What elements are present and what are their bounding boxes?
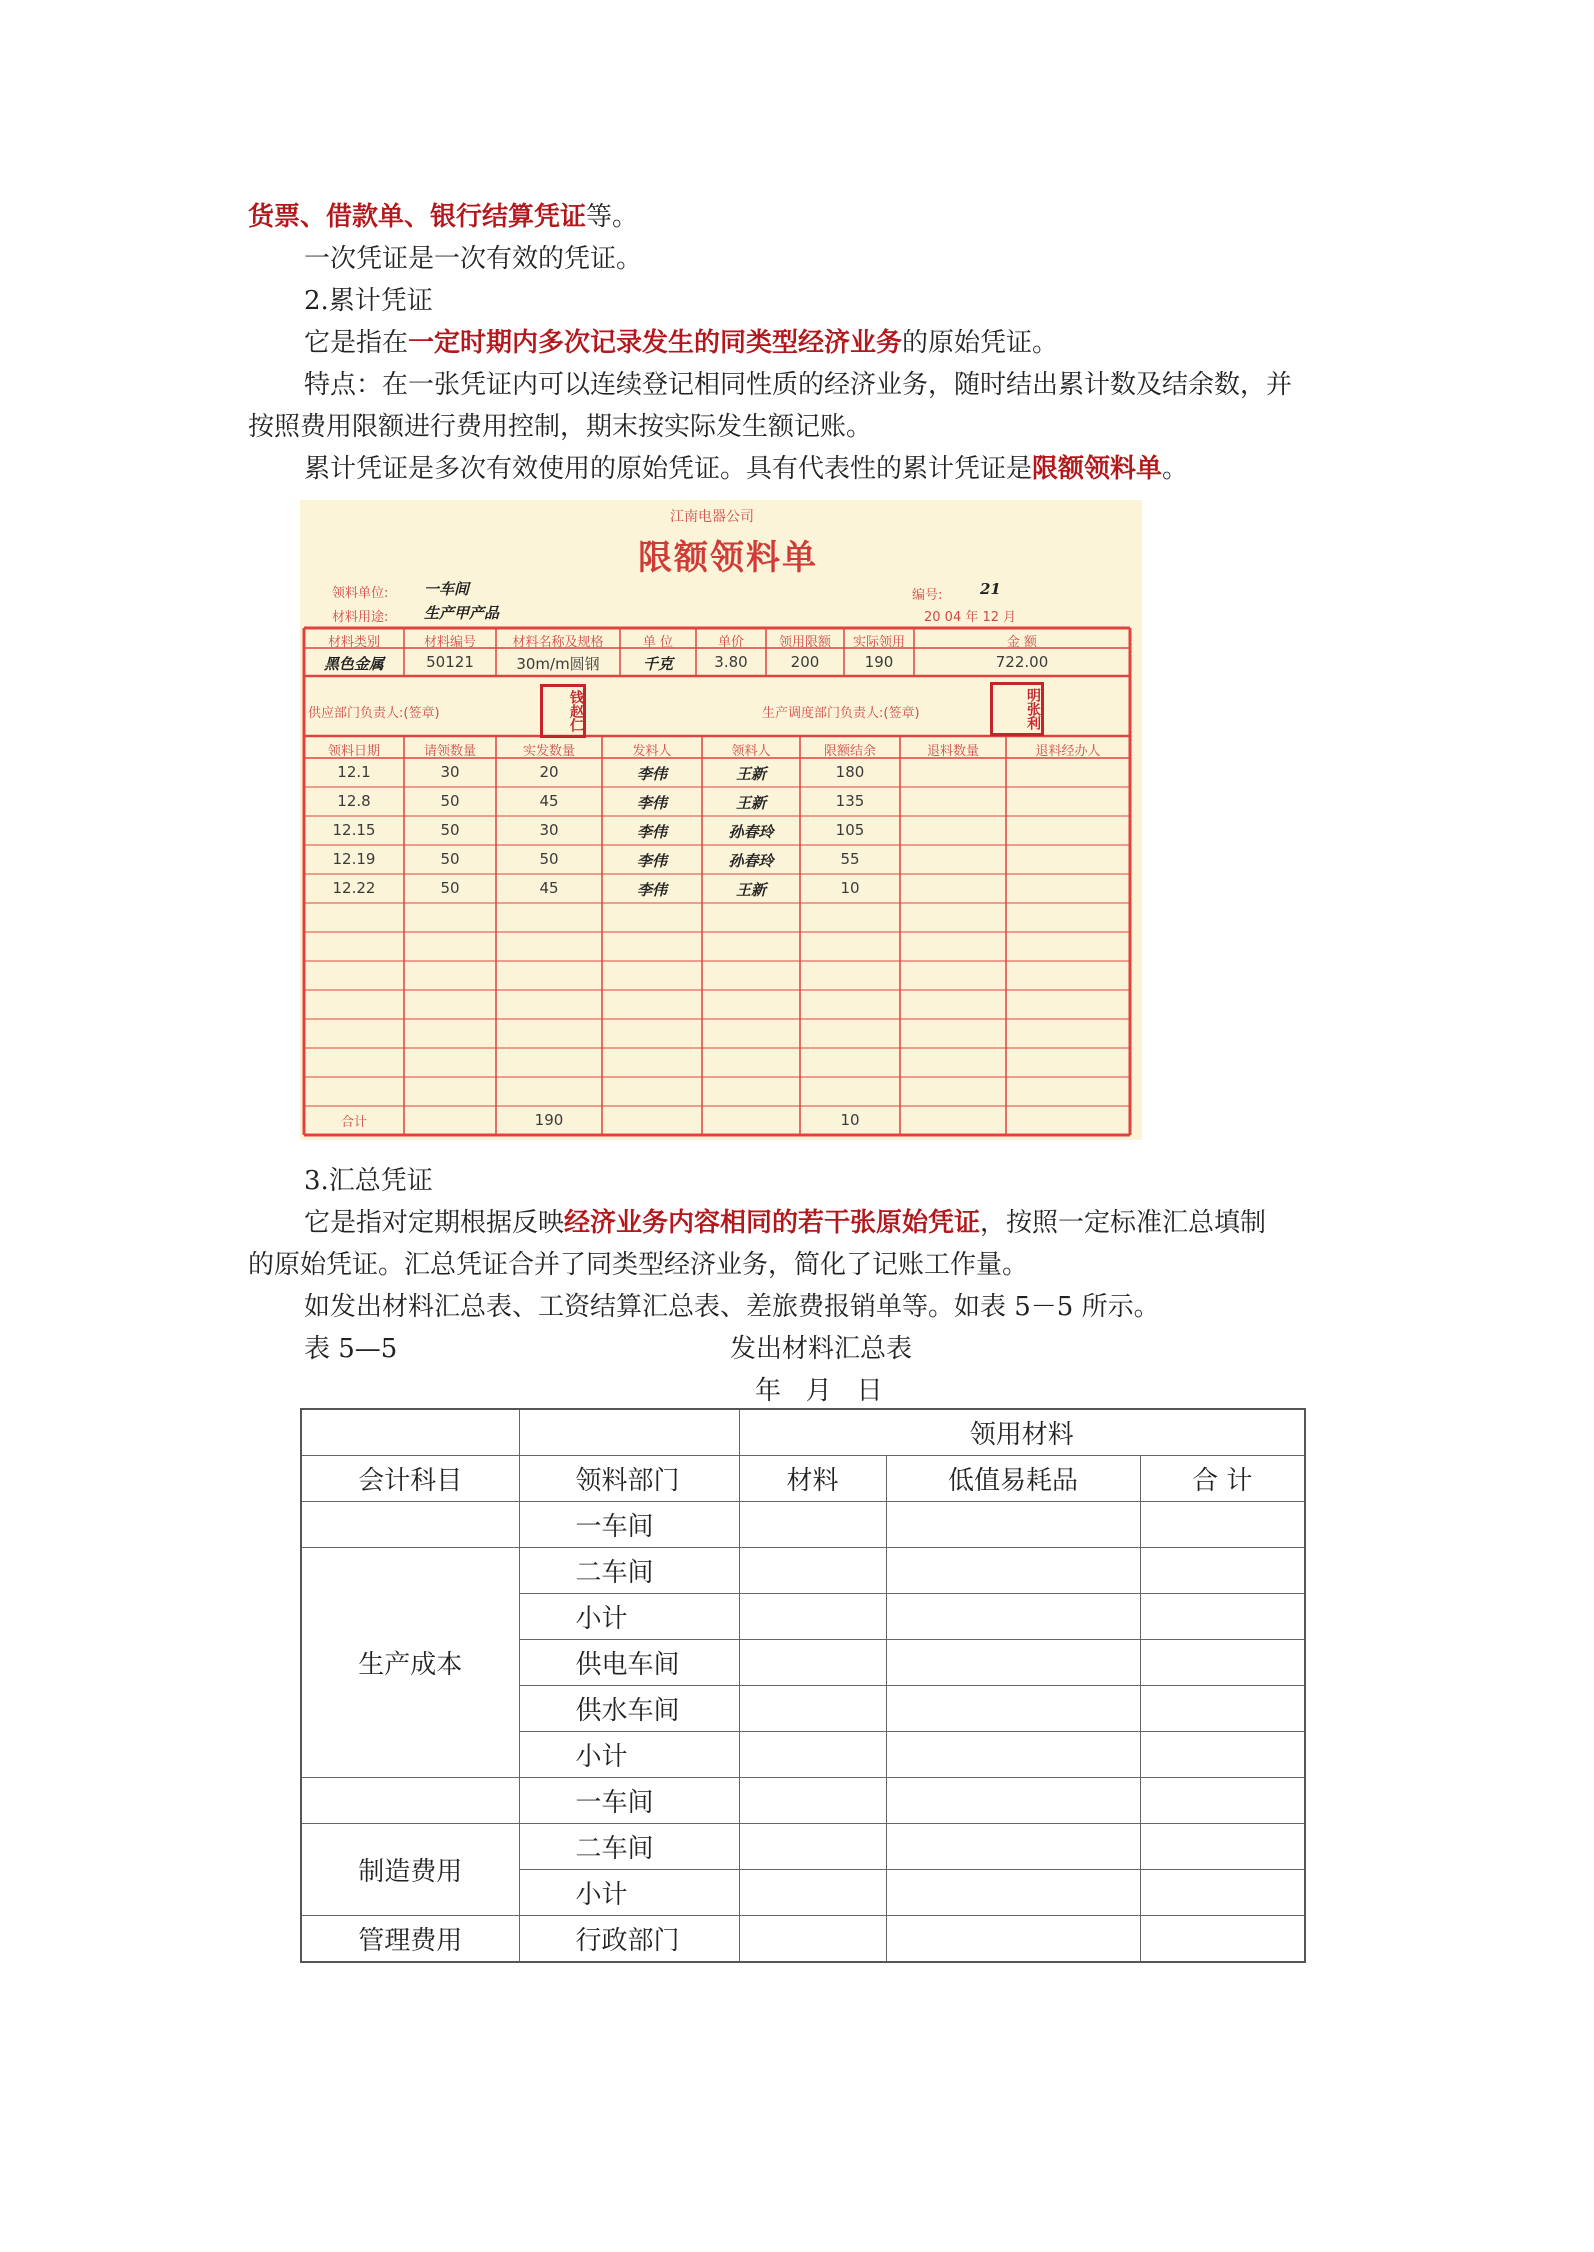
form-record-header-cell: 领料人	[731, 744, 771, 759]
dept-cell: 行政部门	[519, 1916, 739, 1963]
table-header-row	[301, 1456, 1305, 1502]
form-header-cell: 材料名称及规格	[512, 635, 604, 650]
form-grid	[300, 500, 1142, 1140]
form-header-cell: 单 位	[642, 635, 674, 650]
paragraph-3-heading: 2.累计凭证	[304, 286, 433, 316]
header-used-materials: 领用材料	[739, 1409, 1305, 1456]
form-record-cell: 孙春玲	[728, 852, 774, 870]
form-record-cell: 50	[539, 850, 559, 868]
subject-cell-manufacturing-overhead: 制造费用	[301, 1824, 519, 1916]
form-material-cell: 千克	[642, 655, 673, 673]
paragraph-5: 特点：在一张凭证内可以连续登记相同性质的经济业务，随时结出累计数及结余数，并	[304, 370, 1293, 400]
form-record-cell: 30	[440, 763, 460, 781]
form-record-cell: 李伟	[636, 881, 667, 899]
header-dept: 领料部门	[519, 1456, 739, 1502]
form-record-cell: 45	[539, 792, 559, 810]
red-seal-stamp-left: 钱赵仁	[540, 684, 586, 738]
form-record-cell: 10	[840, 879, 860, 897]
paragraph-11: 如发出材料汇总表、工资结算汇总表、差旅费报销单等。如表 5－5 所示。	[304, 1292, 1160, 1322]
dept-cell: 一车间	[519, 1502, 739, 1548]
table-cell	[739, 1548, 886, 1594]
form-record-cell: 45	[539, 879, 559, 897]
form-supply-label: 供应部门负责人:(签章)	[308, 706, 440, 721]
table-cell	[886, 1594, 1140, 1640]
table-cell	[301, 1502, 519, 1548]
form-header-cell: 材料编号	[423, 635, 476, 650]
form-record-cell: 50	[440, 792, 460, 810]
form-record-cell: 李伟	[636, 765, 667, 783]
form-no-label: 编号:	[912, 588, 943, 603]
form-record-header-cell: 退料数量	[926, 744, 979, 759]
form-record-cell: 180	[835, 763, 865, 781]
form-total-label: 合计	[340, 1115, 367, 1130]
form-record-cell: 12.8	[337, 792, 371, 810]
form-record-cell: 105	[835, 821, 865, 839]
table-cell	[1140, 1594, 1305, 1640]
form-record-header-cell: 限额结余	[823, 744, 876, 759]
material-issue-summary-table	[300, 1408, 1306, 1963]
form-record-cell: 孙春玲	[728, 823, 774, 841]
table-cell	[1140, 1502, 1305, 1548]
dept-cell: 供水车间	[519, 1686, 739, 1732]
form-record-cell: 王新	[735, 794, 766, 812]
table-cell	[739, 1916, 886, 1963]
table-cell	[886, 1686, 1140, 1732]
table-row	[301, 1778, 1305, 1824]
table-cell	[886, 1916, 1140, 1963]
table-cell	[739, 1778, 886, 1824]
table-row	[301, 1548, 1305, 1594]
form-record-cell: 30	[539, 821, 559, 839]
dept-cell: 小计	[519, 1870, 739, 1916]
form-record-cell: 135	[835, 792, 865, 810]
form-header-cell: 实际领用	[852, 635, 905, 650]
form-record-cell: 50	[440, 850, 460, 868]
table-row	[301, 1824, 1305, 1870]
form-record-header-cell: 发料人	[632, 744, 672, 759]
red-seal-stamp-right: 明张利	[990, 682, 1044, 736]
table-cell	[739, 1732, 886, 1778]
text: 累计凭证是多次有效使用的原始凭证。具有代表性的累计凭证是	[304, 454, 1033, 484]
form-unit-value: 一车间	[424, 580, 470, 598]
form-material-cell: 3.80	[714, 653, 748, 671]
text: 等。	[586, 202, 639, 232]
form-material-cell: 190	[864, 653, 894, 671]
dept-cell: 小计	[519, 1594, 739, 1640]
form-record-header-cell: 实发数量	[522, 744, 575, 759]
dept-cell: 一车间	[519, 1778, 739, 1824]
form-total-actual: 190	[534, 1111, 564, 1129]
paragraph-10: 的原始凭证。汇总凭证合并了同类型经济业务，简化了记账工作量。	[248, 1250, 1029, 1280]
table-cell	[301, 1778, 519, 1824]
form-record-cell: 12.22	[332, 879, 376, 897]
table-cell	[1140, 1732, 1305, 1778]
form-plan-label: 生产调度部门负责人:(签章)	[762, 706, 920, 721]
table-cell	[886, 1640, 1140, 1686]
table-cell	[1140, 1916, 1305, 1963]
form-material-cell: 722.00	[995, 653, 1049, 671]
form-record-cell: 李伟	[636, 794, 667, 812]
table-row	[301, 1502, 1305, 1548]
form-title: 限额领料单	[638, 538, 818, 578]
table-cell	[739, 1640, 886, 1686]
form-material-cell: 30m/m圆钢	[516, 655, 600, 673]
table-cell	[886, 1548, 1140, 1594]
form-total-balance: 10	[840, 1111, 860, 1129]
table-cell	[886, 1824, 1140, 1870]
table-cell	[1140, 1640, 1305, 1686]
form-material-cell: 200	[790, 653, 820, 671]
red-text: 货票、借款单、银行结算凭证	[248, 202, 587, 232]
text: 。	[1162, 454, 1189, 484]
paragraph-7	[248, 448, 1358, 490]
table-cell	[739, 1594, 886, 1640]
form-record-cell: 12.19	[332, 850, 376, 868]
paragraph-8-heading: 3.汇总凭证	[304, 1166, 433, 1196]
table-cell	[1140, 1824, 1305, 1870]
form-material-cell: 50121	[426, 653, 474, 671]
table-cell	[1140, 1548, 1305, 1594]
table-cell	[886, 1778, 1140, 1824]
form-record-cell: 50	[440, 821, 460, 839]
table-row	[301, 1916, 1305, 1963]
form-header-cell: 金 额	[1006, 635, 1038, 650]
header-material: 材料	[739, 1456, 886, 1502]
text: 它是指在	[304, 328, 409, 358]
form-company: 江南电器公司	[670, 509, 754, 525]
form-record-header-cell: 请领数量	[423, 744, 476, 759]
text: ，按照一定标准汇总填制	[980, 1208, 1267, 1238]
form-record-cell: 李伟	[636, 823, 667, 841]
form-header-cell: 材料类别	[327, 635, 380, 650]
form-record-header-cell: 退料经办人	[1035, 744, 1101, 759]
limit-requisition-form-image	[300, 500, 1142, 1140]
table-cell	[886, 1502, 1140, 1548]
text: 的原始凭证。	[902, 328, 1059, 358]
dept-cell: 供电车间	[519, 1640, 739, 1686]
dept-cell: 二车间	[519, 1548, 739, 1594]
header-low-value: 低值易耗品	[886, 1456, 1140, 1502]
paragraph-6: 按照费用限额进行费用控制，期末按实际发生额记账。	[248, 412, 873, 442]
red-text: 限额领料单	[1032, 454, 1163, 484]
paragraph-4	[248, 322, 1358, 364]
dept-cell: 小计	[519, 1732, 739, 1778]
form-record-cell: 李伟	[636, 852, 667, 870]
table-cell	[739, 1870, 886, 1916]
form-no-value: 21	[980, 580, 1001, 598]
form-record-cell: 王新	[735, 765, 766, 783]
dept-cell: 二车间	[519, 1824, 739, 1870]
table-cell	[739, 1824, 886, 1870]
subject-cell-production-cost: 生产成本	[301, 1548, 519, 1778]
form-record-header-cell: 领料日期	[327, 744, 380, 759]
table-cell	[301, 1409, 519, 1456]
table-cell	[739, 1502, 886, 1548]
form-header-cell: 单价	[717, 635, 744, 650]
table-cell	[1140, 1686, 1305, 1732]
form-record-cell: 55	[840, 850, 860, 868]
table-number: 表 5—5	[304, 1334, 398, 1364]
table-cell	[886, 1870, 1140, 1916]
table-cell	[519, 1409, 739, 1456]
subject-cell-admin-expense: 管理费用	[301, 1916, 519, 1963]
form-use-value: 生产甲产品	[424, 604, 500, 622]
form-material-cell: 黑色金属	[323, 655, 384, 673]
text: 它是指对定期根据反映	[304, 1208, 565, 1238]
header-total: 合 计	[1140, 1456, 1305, 1502]
header-subject: 会计科目	[301, 1456, 519, 1502]
form-header-cell: 领用限额	[778, 635, 831, 650]
table-cell	[886, 1732, 1140, 1778]
red-text: 一定时期内多次记录发生的同类型经济业务	[408, 328, 903, 358]
table-header-row-top	[301, 1409, 1305, 1456]
table-cell	[739, 1686, 886, 1732]
table-cell	[1140, 1778, 1305, 1824]
form-record-cell: 王新	[735, 881, 766, 899]
table-date: 年 月 日	[755, 1376, 883, 1406]
form-unit-label: 领料单位:	[332, 586, 389, 601]
paragraph-9	[248, 1202, 1358, 1244]
form-record-cell: 50	[440, 879, 460, 897]
form-record-cell: 12.1	[337, 763, 371, 781]
red-text: 经济业务内容相同的若干张原始凭证	[564, 1208, 981, 1238]
paragraph-1	[248, 196, 1358, 238]
paragraph-2: 一次凭证是一次有效的凭证。	[304, 244, 643, 274]
form-date: 20 04 年 12 月	[924, 610, 1017, 625]
table-title: 发出材料汇总表	[730, 1334, 913, 1364]
form-record-cell: 12.15	[332, 821, 376, 839]
table-cell	[1140, 1870, 1305, 1916]
form-use-label: 材料用途:	[332, 610, 389, 625]
form-record-cell: 20	[539, 763, 559, 781]
